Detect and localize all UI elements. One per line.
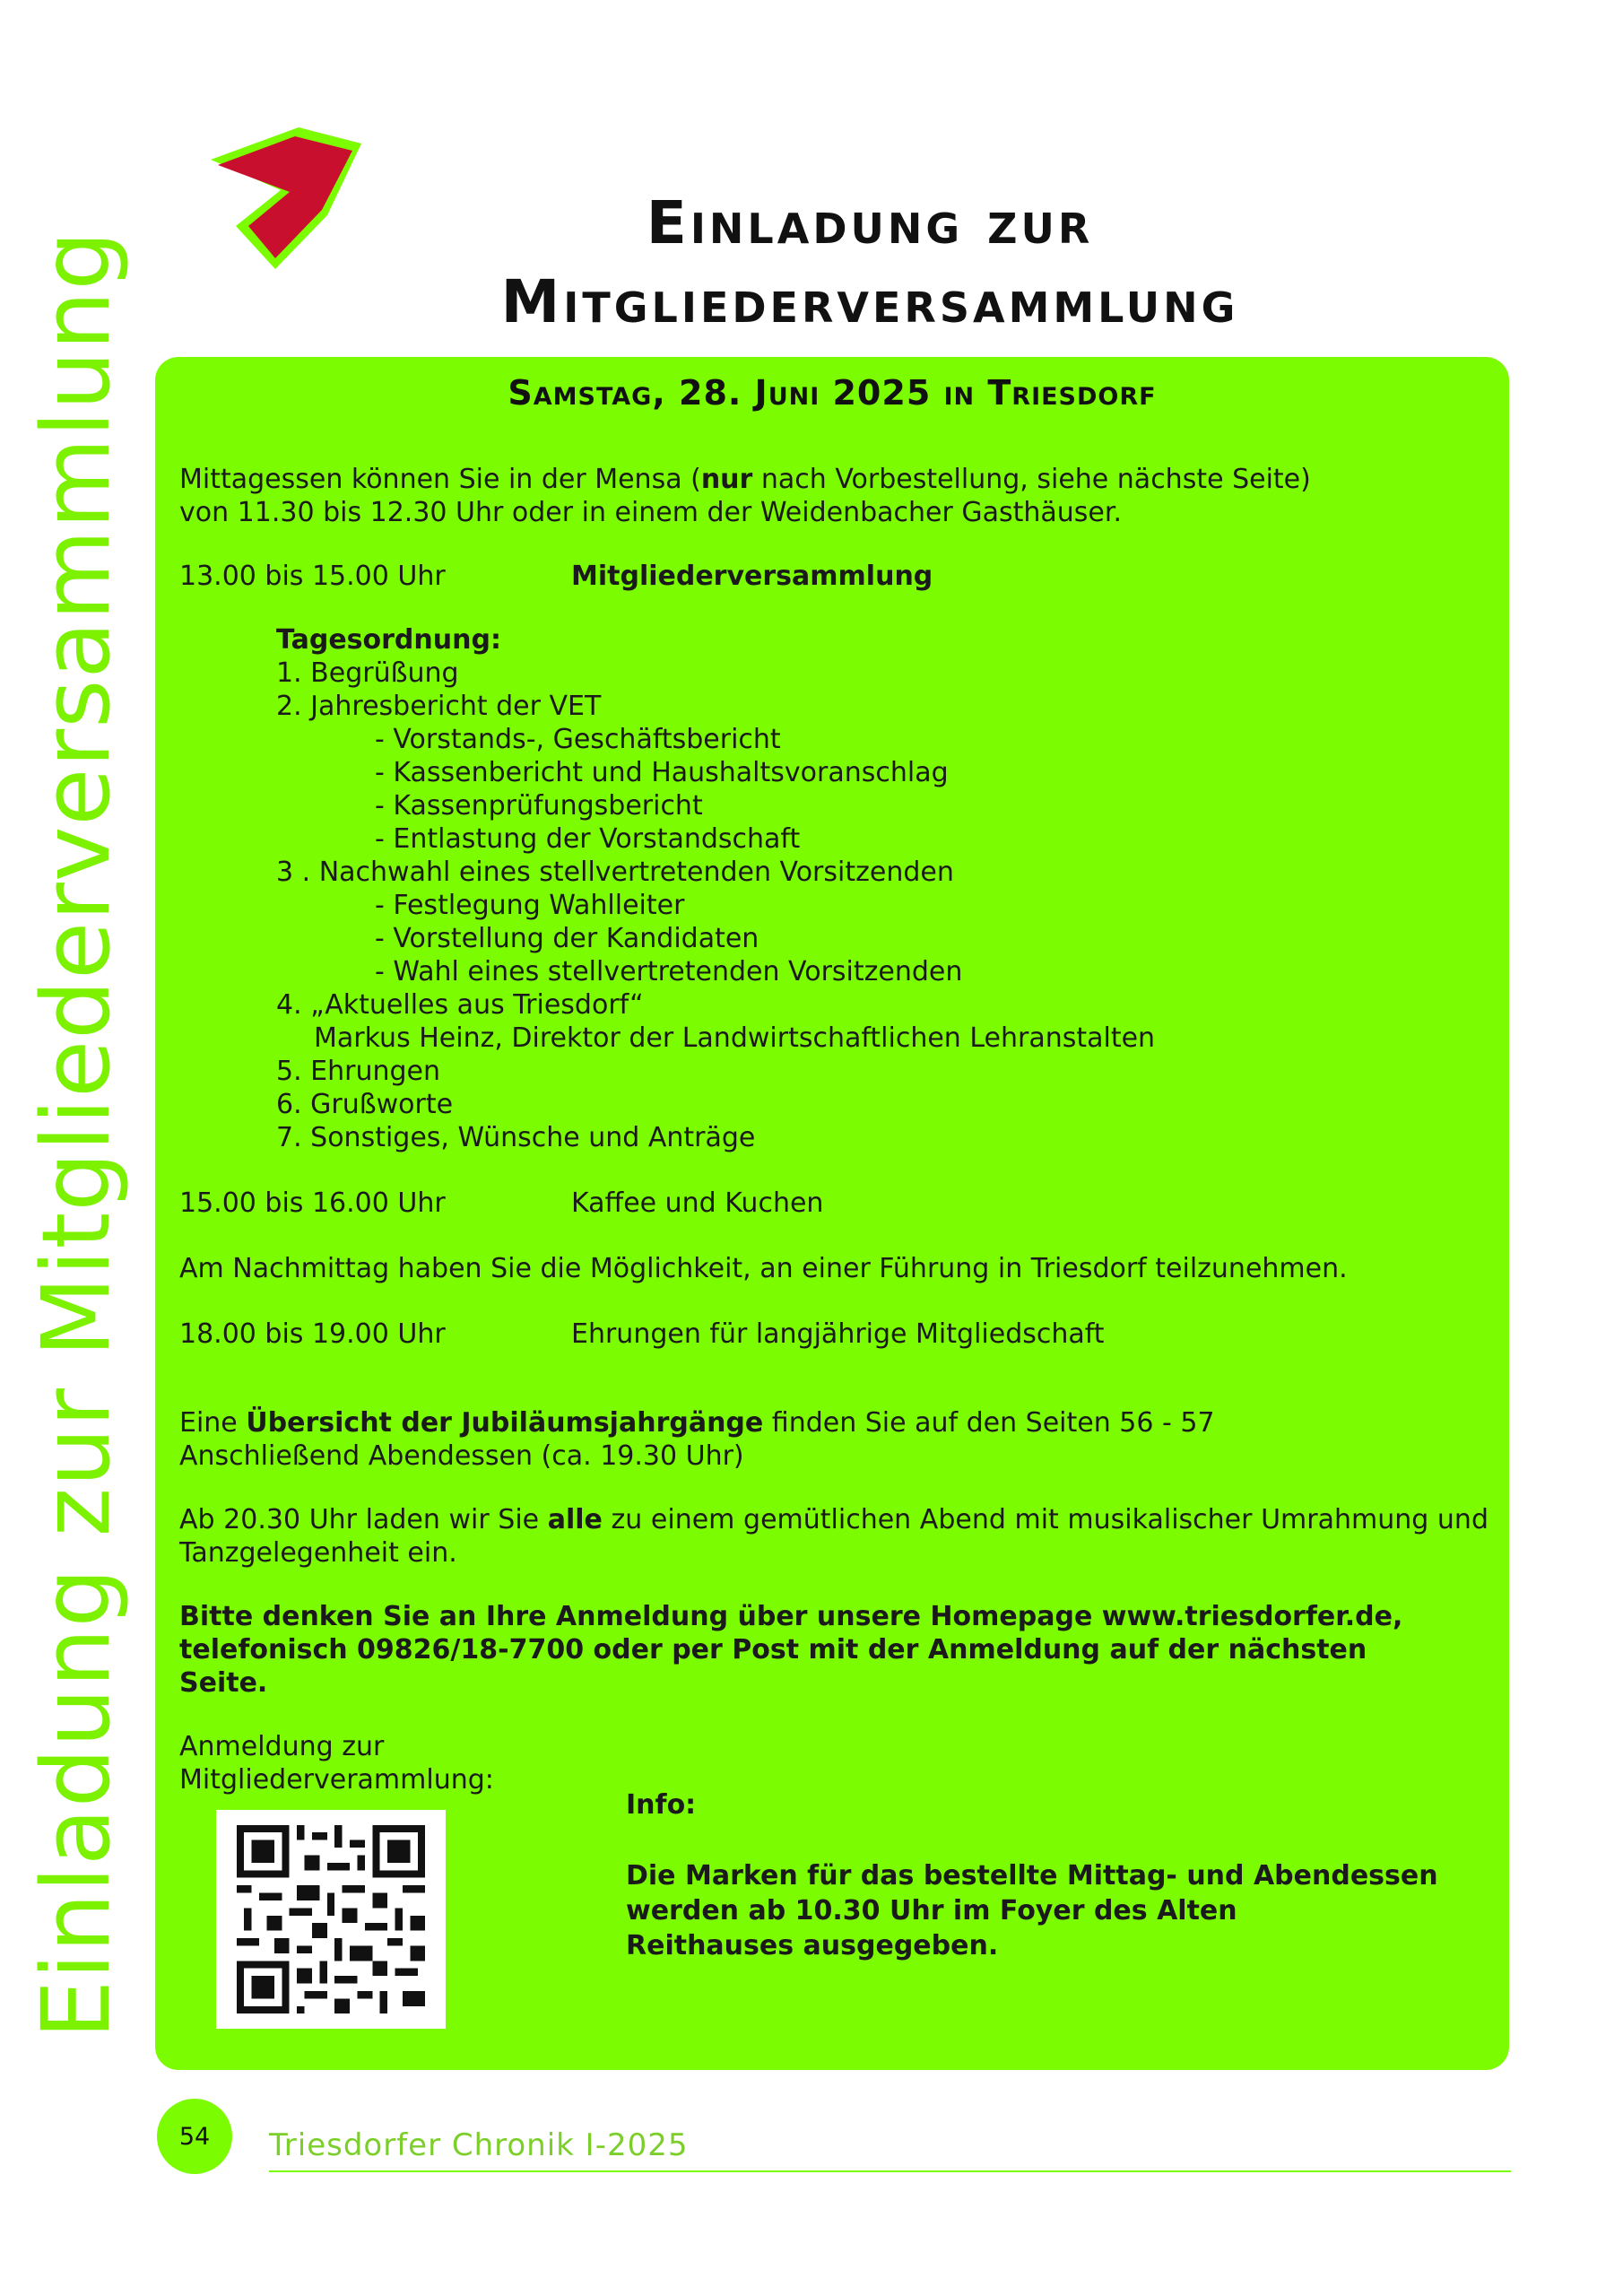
schedule-time: 13.00 bis 15.00 Uhr	[179, 561, 446, 592]
agenda-items-5-7	[179, 1055, 1488, 1154]
schedule-label: Mitgliederversammlung	[571, 561, 933, 592]
lunch-line-1	[179, 463, 1488, 496]
afternoon-text: Am Nachmittag haben Sie die Möglichkeit, an einer Führung in Triesdorf teilzunehmen.	[179, 1253, 1348, 1284]
schedule-row-1	[179, 560, 1488, 593]
agenda-item: 5. Ehrungen	[276, 1056, 441, 1087]
info-line: Reithauses ausgegeben.	[626, 1930, 999, 1961]
evening-text-bold: alle	[547, 1504, 603, 1535]
agenda-item: 2. Jahresbericht der VET	[276, 691, 602, 722]
qr-label-line: Anmeldung zur	[179, 1731, 385, 1762]
content-panel	[155, 357, 1509, 2070]
schedule-row-2	[179, 1187, 1488, 1220]
agenda-subitem: - Kassenprüfungsbericht	[375, 790, 703, 822]
lunch-text-b: nach Vorbestellung, siehe nächste Seite)	[752, 464, 1311, 495]
agenda-item: 4. „Aktuelles aus Triesdorf“	[276, 989, 644, 1021]
title-line-1: Einladung zur	[646, 188, 1094, 257]
agenda-speaker: Markus Heinz, Direktor der Landwirtschaftlichen Lehranstalten	[314, 1022, 1156, 1054]
evening-text-a: Ab 20.30 Uhr laden wir Sie	[179, 1504, 548, 1535]
agenda	[179, 623, 1488, 723]
agenda-subitem: - Wahl eines stellvertretenden Vorsitzenden	[375, 956, 963, 987]
registration-line: Seite.	[179, 1667, 268, 1699]
agenda-subitem: - Entlastung der Vorstandschaft	[375, 823, 801, 855]
event-date-subtitle: Samstag, 28. Juni 2025 in Triesdorf	[508, 373, 1157, 413]
title-line-2: Mitgliederversammlung	[500, 267, 1239, 336]
registration-line: telefonisch 09826/18-7700 oder per Post mit der Anmeldung auf der nächsten	[179, 1634, 1367, 1665]
schedule-label: Ehrungen für langjährige Mitgliedschaft	[571, 1318, 1105, 1350]
info-line: Die Marken für das bestellte Mittag- und Abendessen	[626, 1860, 1438, 1892]
info-line: werden ab 10.30 Uhr im Foyer des Alten	[626, 1895, 1237, 1926]
agenda-item-3-wrap	[179, 856, 1488, 889]
page-title	[269, 184, 1471, 342]
lunch-text-bold: nur	[700, 464, 753, 495]
info-heading: Info:	[626, 1789, 697, 1821]
registration-line: Bitte denken Sie an Ihre Anmeldung über unsere Homepage www.triesdorfer.de,	[179, 1601, 1403, 1632]
agenda-subitem: - Festlegung Wahlleiter	[375, 890, 685, 921]
info-box	[626, 1787, 1451, 1963]
agenda-subitems	[179, 723, 1488, 856]
agenda-subitem: - Vorstands-, Geschäftsbericht	[375, 724, 781, 755]
schedule-time: 15.00 bis 16.00 Uhr	[179, 1187, 446, 1219]
overview-text-bold: Übersicht der Jubiläumsjahrgänge	[246, 1407, 764, 1439]
qr-code-image[interactable]	[216, 1810, 446, 2029]
overview-line-1	[179, 1406, 1488, 1439]
vertical-title: Einladung zur Mitgliederversammlung	[22, 230, 131, 2039]
agenda-item-4-wrap	[179, 988, 1488, 1022]
qr-label-line: Mitgliederverammlung:	[179, 1764, 494, 1796]
agenda-item: 7. Sonstiges, Wünsche und Anträge	[276, 1122, 756, 1153]
agenda-subitem: - Kassenbericht und Haushaltsvoranschlag	[375, 757, 949, 788]
agenda-subitems	[179, 889, 1488, 988]
publication-title: Triesdorfer Chronik I-2025	[269, 2127, 689, 2163]
schedule-row-3	[179, 1318, 1488, 1351]
lunch-text-a: Mittagessen können Sie in der Mensa (	[179, 464, 701, 495]
schedule-label: Kaffee und Kuchen	[571, 1187, 824, 1219]
agenda-item: 1. Begrüßung	[276, 657, 459, 689]
agenda-item: 6. Grußworte	[276, 1089, 454, 1120]
overview-line-2: Anschließend Abendessen (ca. 19.30 Uhr)	[179, 1440, 744, 1472]
overview-text-a: Eine	[179, 1407, 247, 1439]
page-number: 54	[178, 2122, 211, 2151]
evening-text-b: zu einem gemütlichen Abend mit musikalischer Umrahmung und Tanzgelegenheit ein.	[179, 1504, 1488, 1569]
agenda-speaker-wrap	[179, 1022, 1488, 1055]
sidebar	[0, 184, 152, 2085]
page-number-badge	[157, 2099, 232, 2174]
schedule-time: 18.00 bis 19.00 Uhr	[179, 1318, 446, 1350]
footer-divider	[269, 2170, 1511, 2172]
agenda-subitem: - Vorstellung der Kandidaten	[375, 923, 759, 954]
body-text	[179, 463, 1488, 1796]
evening-paragraph	[179, 1503, 1488, 1570]
agenda-item: 3 . Nachwahl eines stellvertretenden Vorsitzenden	[276, 857, 954, 888]
agenda-heading: Tagesordnung:	[276, 624, 501, 656]
overview-text-b: finden Sie auf den Seiten 56 - 57	[763, 1407, 1215, 1439]
registration-note	[179, 1600, 1488, 1700]
lunch-line-2: von 11.30 bis 12.30 Uhr oder in einem der Weidenbacher Gasthäuser.	[179, 497, 1122, 528]
